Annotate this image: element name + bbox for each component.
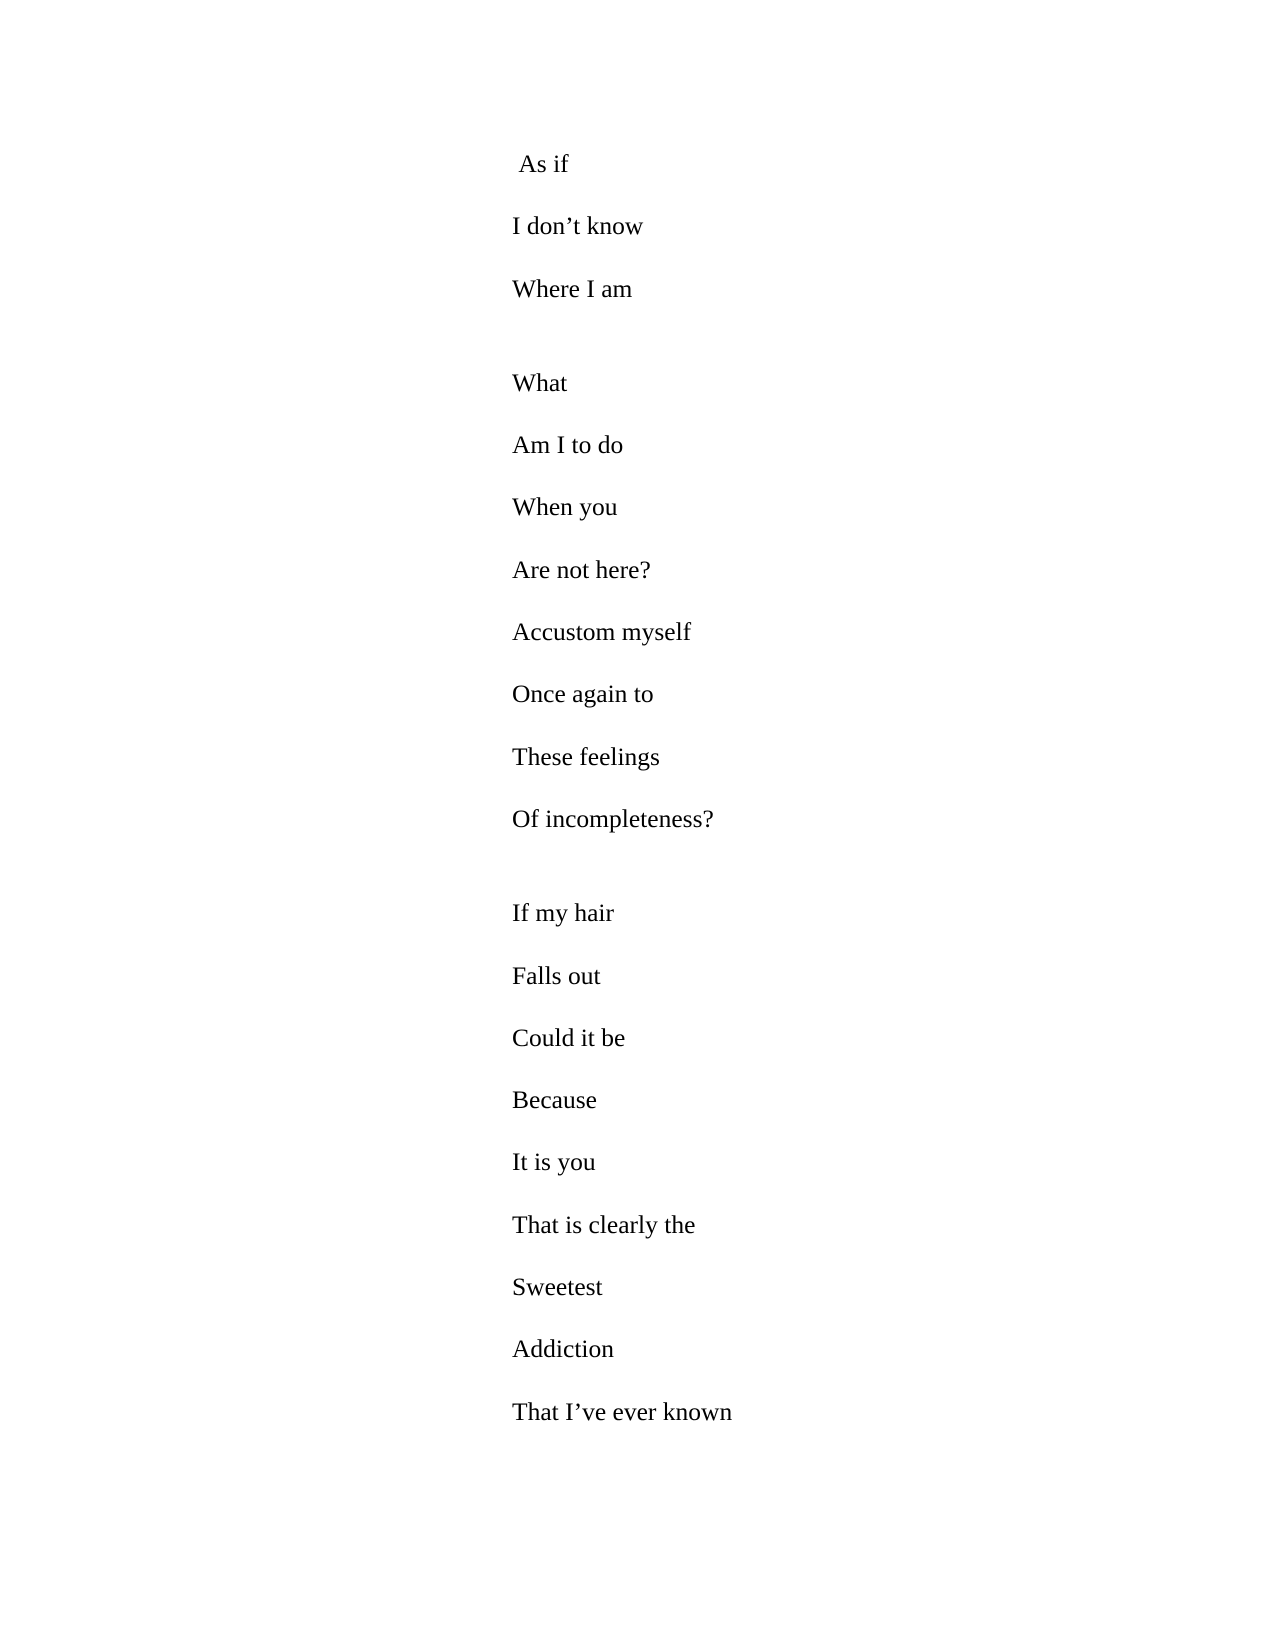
poem-line: I don’t know — [512, 211, 644, 241]
poem-line: Because — [512, 1085, 597, 1115]
poem-line: It is you — [512, 1147, 596, 1177]
poem-line: These feelings — [512, 741, 660, 771]
poem-line: Sweetest — [512, 1272, 603, 1302]
poem — [512, 133, 732, 1475]
poem-line: Falls out — [512, 960, 601, 990]
poem-line: Am I to do — [512, 430, 624, 460]
poem-line: Addiction — [512, 1334, 614, 1364]
poem-line: Could it be — [512, 1022, 626, 1052]
poem-line: Accustom myself — [512, 617, 692, 647]
poem-line: Are not here? — [512, 554, 651, 584]
poem-line: Where I am — [512, 273, 633, 303]
poem-line: That is clearly the — [512, 1209, 696, 1239]
poem-line: That I’ve ever known — [512, 1396, 733, 1426]
poem-line: As if — [512, 149, 569, 178]
poem-line: If my hair — [512, 898, 614, 928]
stanza — [512, 133, 732, 320]
poem-line: Once again to — [512, 679, 654, 709]
stanza — [512, 882, 732, 1443]
poem-line: When you — [512, 492, 618, 522]
poem-line: Of incompleteness? — [512, 803, 714, 833]
poem-line: What — [512, 367, 568, 397]
stanza — [512, 352, 732, 850]
